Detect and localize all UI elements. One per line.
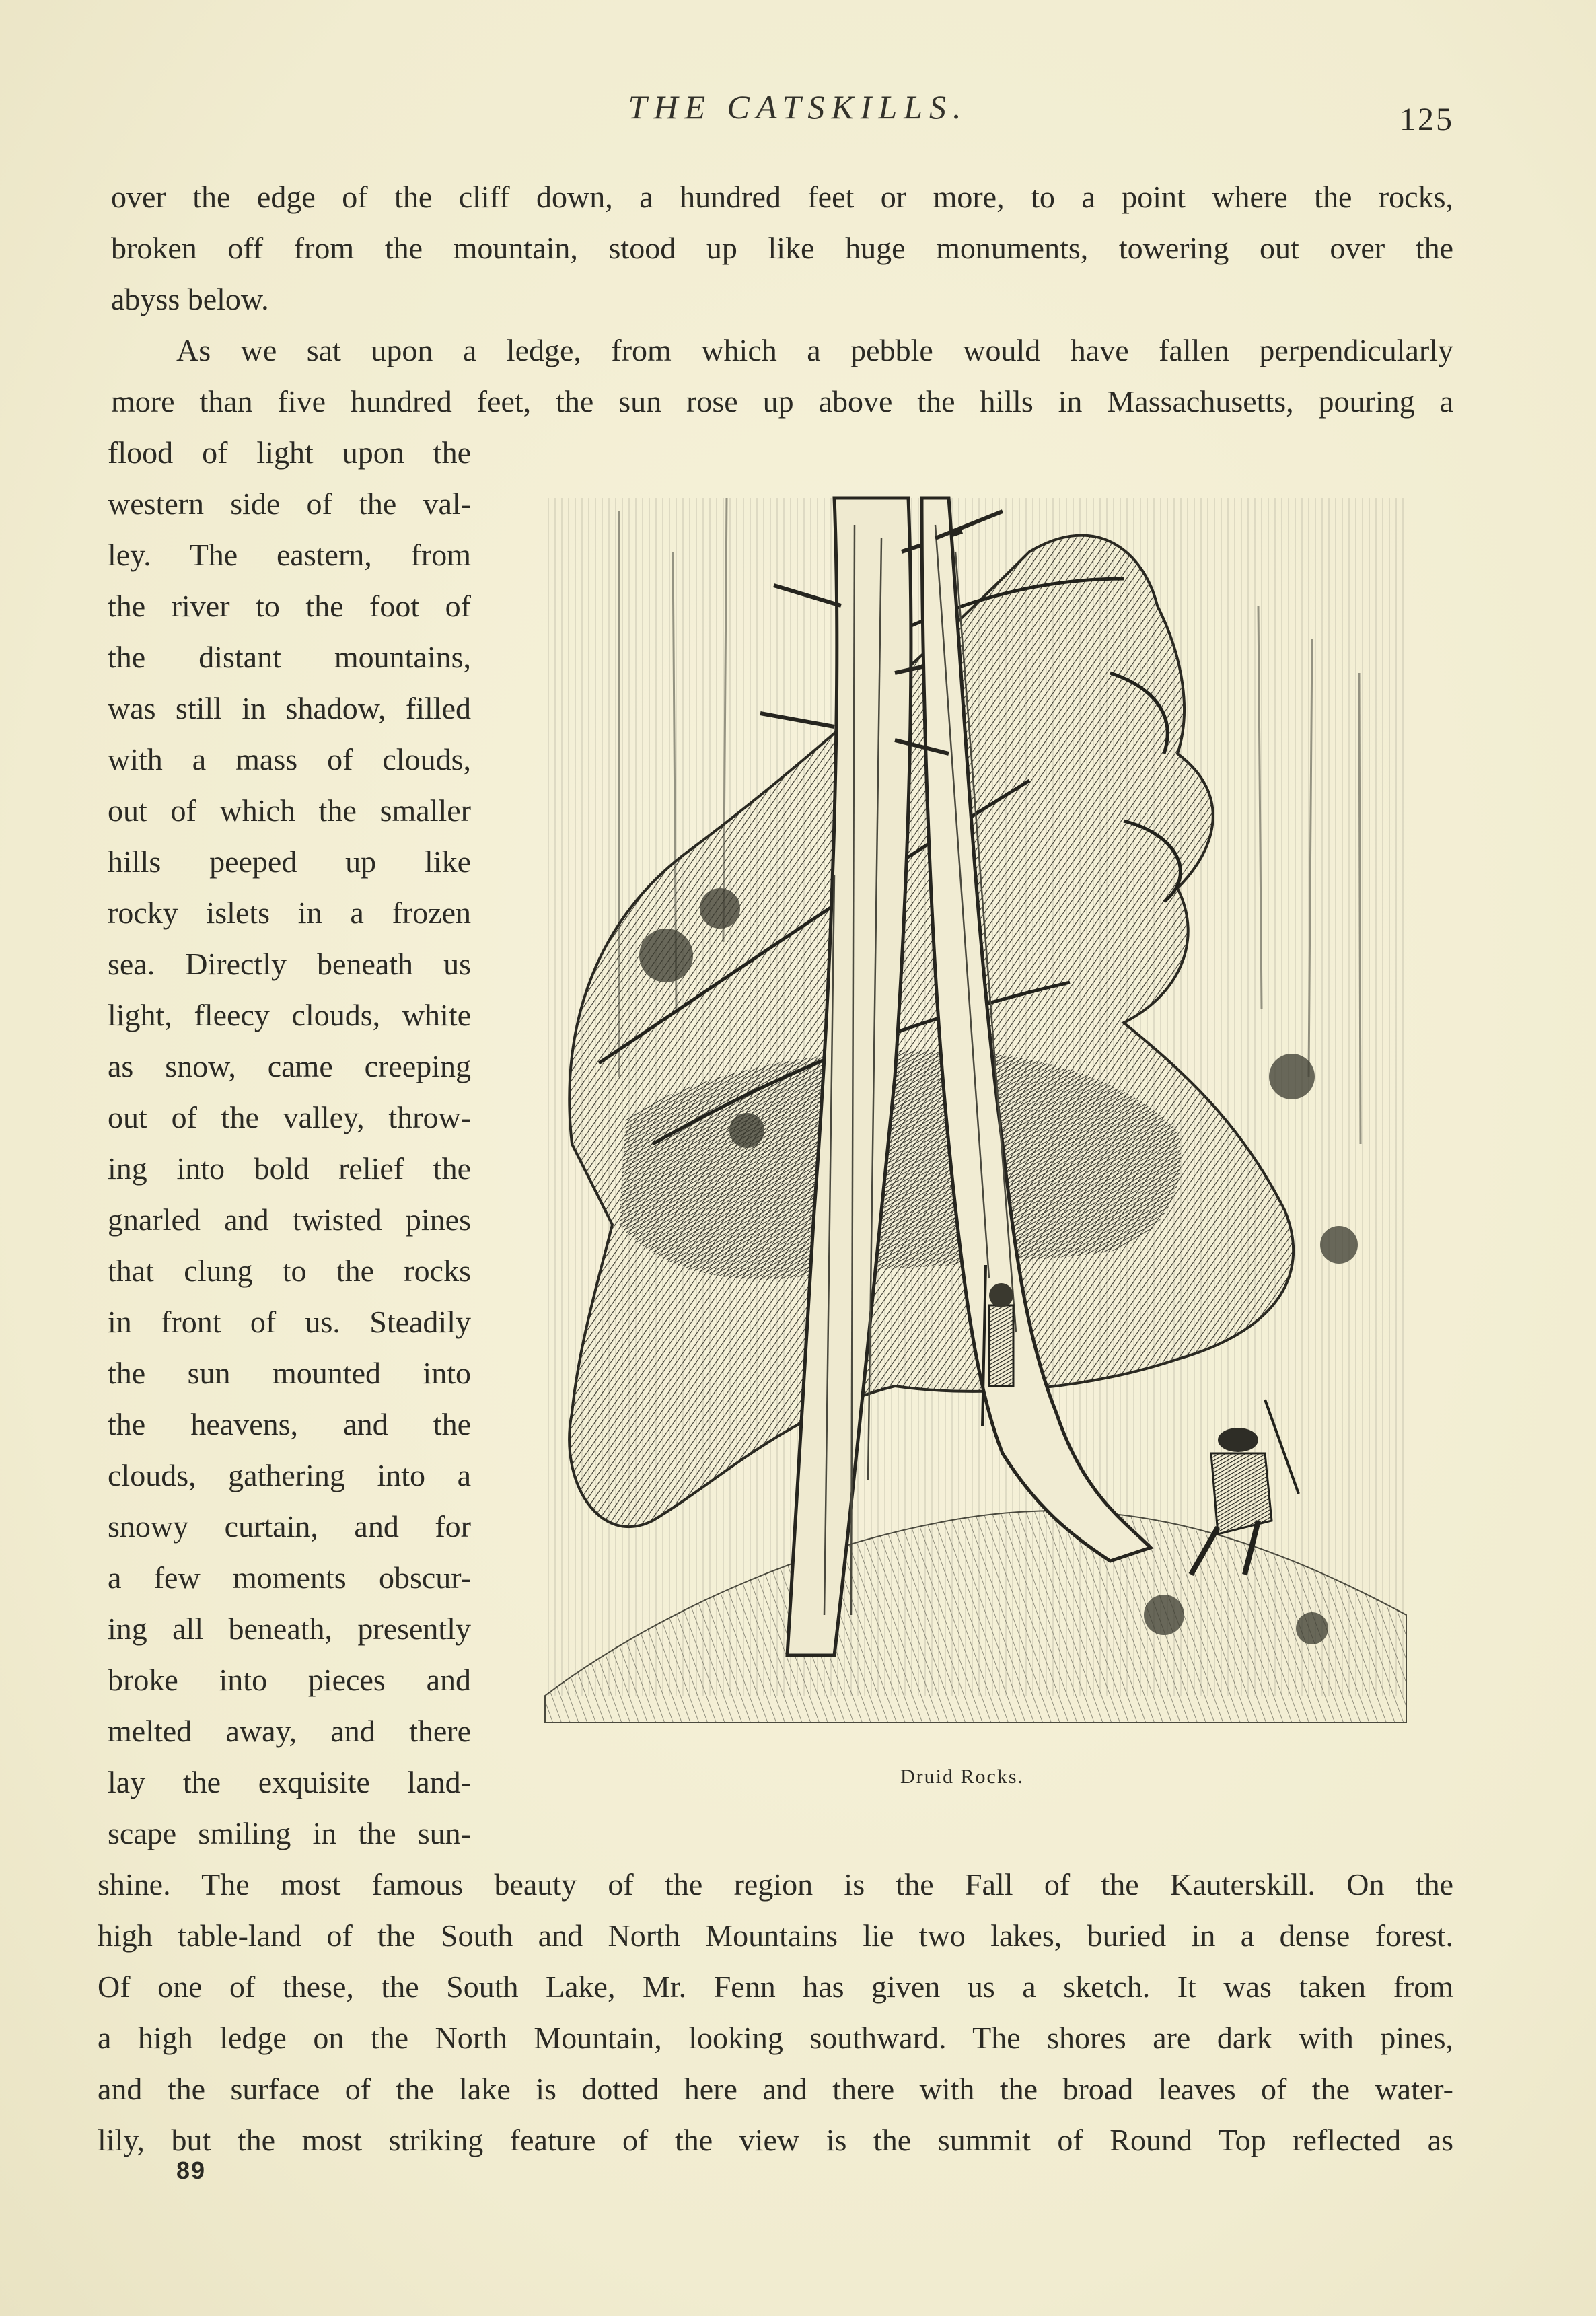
column-line: hills peeped up like [108,844,471,879]
column-line: clouds, gathering into a [108,1458,471,1492]
column-line: gnarled and twisted pines [108,1202,471,1237]
column-line: flood of light upon the [108,435,471,470]
body-line: broken off from the mountain, stood up like huge monuments, towering out over the [111,231,1453,265]
druid-rocks-engraving [518,471,1433,1749]
column-line: a few moments obscur- [108,1560,471,1595]
body-line: As we sat upon a ledge, from which a pebble would have fallen perpendicularly [176,333,1453,367]
column-line: light, fleecy clouds, white [108,998,471,1032]
body-line: shine. The most famous beauty of the region is the Fall of the Kauterskill. On the [98,1867,1453,1902]
column-line: lay the exquisite land- [108,1765,471,1799]
body-line: and the surface of the lake is dotted here and there with the broad leaves of the water- [98,2072,1453,2106]
column-line: out of the valley, throw- [108,1100,471,1134]
column-line: that clung to the rocks [108,1254,471,1288]
column-line: the sun mounted into [108,1356,471,1390]
page-number: 125 [1400,102,1454,137]
column-line: melted away, and there [108,1714,471,1748]
body-line: lily, but the most striking feature of the view is the summit of Round Top reflected as [98,2123,1453,2157]
column-line: out of which the smaller [108,793,471,828]
signature-mark: 89 [176,2157,207,2184]
column-line: was still in shadow, filled [108,691,471,725]
column-line: as snow, came creeping [108,1049,471,1083]
column-line: scape smiling in the sun- [108,1816,471,1850]
body-line: over the edge of the cliff down, a hundred feet or more, to a point where the rocks, [111,180,1453,214]
column-line: broke into pieces and [108,1663,471,1697]
body-line: high table-land of the South and North Mountains lie two lakes, buried in a dense forest. [98,1918,1453,1953]
column-line: rocky islets in a frozen [108,896,471,930]
column-line: snowy curtain, and for [108,1509,471,1544]
body-line: more than five hundred feet, the sun rose up above the hills in Massachusetts, pouring a [111,384,1453,419]
running-head: THE CATSKILLS. [628,88,968,126]
column-line: sea. Directly beneath us [108,947,471,981]
body-line: a high ledge on the North Mountain, looking southward. The shores are dark with pines, [98,2021,1453,2055]
column-line: western side of the val- [108,486,471,521]
column-line: the distant mountains, [108,640,471,674]
column-line: the heavens, and the [108,1407,471,1441]
column-line: ing all beneath, presently [108,1612,471,1646]
column-line: with a mass of clouds, [108,742,471,776]
column-line: ley. The eastern, from [108,538,471,572]
column-line: in front of us. Steadily [108,1305,471,1339]
body-line: abyss below. [111,282,269,316]
figure-caption: Druid Rocks. [900,1766,1024,1788]
column-line: the river to the foot of [108,589,471,623]
body-line: Of one of these, the South Lake, Mr. Fenn has given us a sketch. It was taken from [98,1969,1453,2004]
column-line: ing into bold relief the [108,1151,471,1186]
